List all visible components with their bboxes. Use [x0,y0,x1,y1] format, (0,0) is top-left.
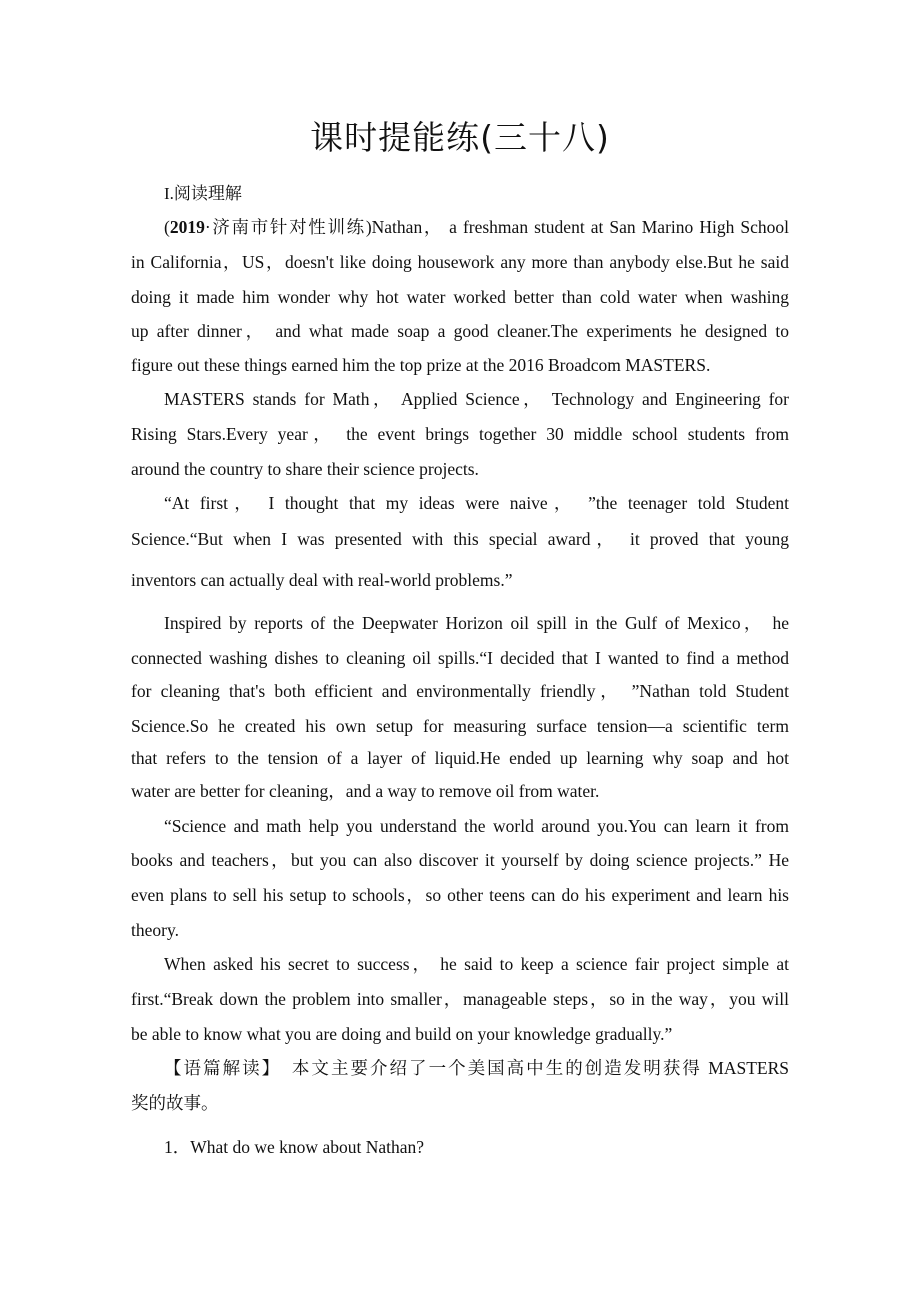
text-line: 【语篇解读】 本文主要介绍了一个美国高中生的创造发明获得 MASTERS [164,1058,789,1078]
text-line: theory. [131,920,179,940]
section-heading: I.阅读理解 [164,184,242,203]
text-line: that refers to the tension of a layer of liquid.He ended up learning why soap and hot [131,748,789,768]
text-line: in California，US，doesn't like doing housework any more than anybody else.But he said [131,252,789,272]
text-line: “Science and math help you understand the world around you.You can learn it from [164,816,789,836]
text-line: inventors can actually deal with real-world problems.” [131,570,513,590]
text-line: figure out these things earned him the top prize at the 2016 Broadcom MASTERS. [131,355,711,375]
text-line: Rising Stars.Every year， the event brings together 30 middle school students from [131,424,789,444]
text-line: books and teachers，but you can also discover it yourself by doing science projects.” He [131,850,789,870]
text-line: be able to know what you are doing and build on your knowledge gradually.” [131,1024,673,1044]
text-line: water are better for cleaning，and a way to remove oil from water. [131,781,600,801]
text-line: Science.So he created his own setup for measuring surface tension—a scientific term [131,716,789,736]
text-line: connected washing dishes to cleaning oil spills.“I decided that I wanted to find a method [131,648,789,668]
page-title: 课时提能练(三十八) [310,118,610,157]
text-line: When asked his secret to success， he said to keep a science fair project simple at [164,954,789,974]
text-line: “At first， I thought that my ideas were naive， ”the teenager told Student [164,493,789,513]
text-line: Inspired by reports of the Deepwater Horizon oil spill in the Gulf of Mexico， he [164,613,789,633]
text-line: up after dinner， and what made soap a good cleaner.The experiments he designed to [131,321,789,341]
text-line: first.“Break down the problem into smaller，manageable steps，so in the way，you will [131,989,789,1009]
text-line: 1．What do we know about Nathan? [164,1137,424,1157]
source-tag: (2019·济南市针对性训练) [164,217,372,237]
text-line: Science.“But when I was presented with this special award， it proved that young [131,529,789,549]
text-line: doing it made him wonder why hot water worked better than cold water when washing [131,287,789,307]
text-line: even plans to sell his setup to schools，so other teens can do his experiment and learn his [131,885,789,905]
text-line: for cleaning that's both efficient and environmentally friendly， ”Nathan told Student [131,681,789,701]
text-line: around the country to share their science projects. [131,459,479,479]
text-line: MASTERS stands for Math， Applied Science， Technology and Engineering for [164,389,789,409]
text-line: (2019·济南市针对性训练)Nathan， a freshman student at San Marino High School [164,217,789,237]
text-line: 奖的故事。 [131,1093,219,1113]
